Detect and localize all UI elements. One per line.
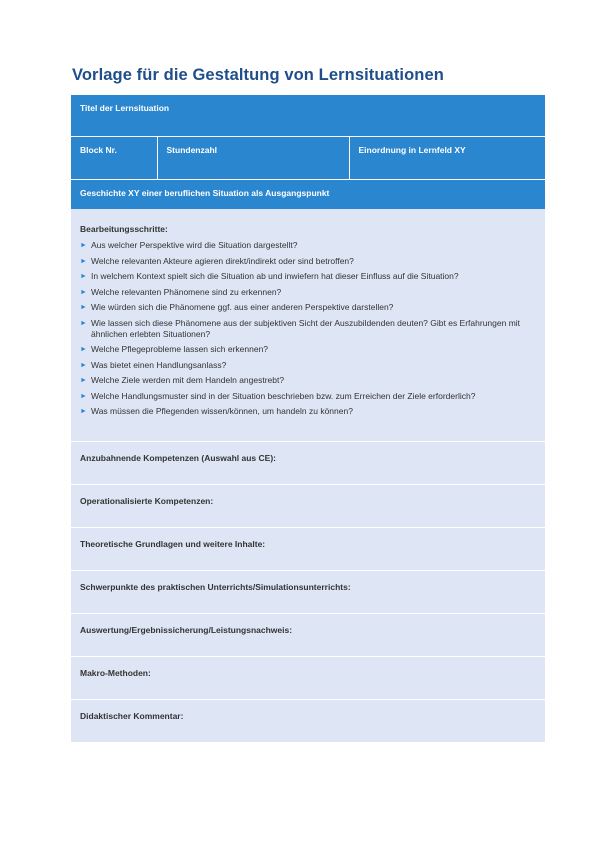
schwerpunkte-label: Schwerpunkte des praktischen Unterrichts/Simulationsunterrichts: xyxy=(80,582,351,592)
arrow-right-icon: ► xyxy=(80,361,87,369)
kompetenzen-label: Anzubahnende Kompetenzen (Auswahl aus CE): xyxy=(80,453,276,463)
makro-methoden-label: Makro-Methoden: xyxy=(80,668,151,678)
step-text: Wie lassen sich diese Phänomene aus der subjektiven Sicht der Auszubildenden deuten? Gibt es Erfahrungen mit ähnlichen erlebten Situationen? xyxy=(91,317,521,339)
geschichte-label: Geschichte XY einer beruflichen Situation als Ausgangspunkt xyxy=(80,188,330,198)
arrow-right-icon: ► xyxy=(80,273,87,280)
list-item xyxy=(80,344,533,355)
step-text: Welche relevanten Akteure agieren direkt/indirekt oder sind betroffen? xyxy=(91,255,354,266)
step-text: Aus welcher Perspektive wird die Situation dargestellt? xyxy=(91,240,298,250)
einordnung-cell[interactable] xyxy=(349,137,545,180)
arrow-right-icon: ► xyxy=(80,408,87,415)
block-label: Block Nr. xyxy=(80,145,117,155)
list-item xyxy=(80,406,533,417)
list-item xyxy=(80,360,533,371)
geschichte-cell[interactable] xyxy=(71,180,545,210)
theoretische-grundlagen-label: Theoretische Grundlagen und weitere Inhalte: xyxy=(80,539,266,549)
titel-label: Titel der Lernsituation xyxy=(80,103,170,113)
bearbeitungsschritte-list xyxy=(71,240,545,417)
list-item xyxy=(80,318,533,340)
step-text: Wie würden sich die Phänomene ggf. aus einer anderen Perspektive darstellen? xyxy=(91,302,394,312)
block-cell[interactable] xyxy=(71,137,157,180)
step-text: Welche Ziele werden mit dem Handeln angestrebt? xyxy=(91,375,285,385)
step-text: Was bietet einen Handlungsanlass? xyxy=(91,359,227,370)
step-text: In welchem Kontext spielt sich die Situation ab und inwiefern hat dieser Einfluss auf die Situation? xyxy=(91,271,459,281)
makro-methoden-cell[interactable] xyxy=(71,657,545,700)
arrow-right-icon: ► xyxy=(80,346,87,353)
operationalisierte-kompetenzen-cell[interactable] xyxy=(71,485,545,528)
arrow-right-icon: ► xyxy=(80,257,87,265)
theoretische-grundlagen-cell[interactable] xyxy=(71,528,545,571)
stunden-cell[interactable] xyxy=(157,137,349,180)
einordnung-label: Einordnung in Lernfeld XY xyxy=(358,145,466,155)
list-item xyxy=(80,271,533,282)
didaktischer-kommentar-cell[interactable] xyxy=(71,700,545,743)
step-text: Welche relevanten Phänomene sind zu erkennen? xyxy=(91,286,282,297)
stunden-label: Stundenzahl xyxy=(166,145,218,155)
step-text: Welche Handlungsmuster sind in der Situation beschrieben bzw. zum Erreichen der Ziele erforderlich? xyxy=(91,390,476,401)
page-title: Vorlage für die Gestaltung von Lernsituationen xyxy=(72,66,444,84)
list-item xyxy=(80,256,533,267)
arrow-right-icon: ► xyxy=(80,377,87,384)
list-item xyxy=(80,240,533,251)
list-item xyxy=(80,391,533,402)
kompetenzen-cell[interactable] xyxy=(71,442,545,485)
step-text: Welche Pflegeprobleme lassen sich erkennen? xyxy=(91,344,269,354)
bearbeitungsschritte-cell xyxy=(71,209,545,442)
list-item xyxy=(80,302,533,313)
arrow-right-icon: ► xyxy=(80,242,87,249)
list-item xyxy=(80,375,533,386)
arrow-right-icon: ► xyxy=(80,288,87,296)
schwerpunkte-cell[interactable] xyxy=(71,571,545,614)
titel-cell[interactable] xyxy=(71,95,545,137)
didaktischer-kommentar-label: Didaktischer Kommentar: xyxy=(80,711,184,721)
arrow-right-icon: ► xyxy=(80,319,87,327)
arrow-right-icon: ► xyxy=(80,392,87,400)
operationalisierte-kompetenzen-label: Operationalisierte Kompetenzen: xyxy=(80,496,214,506)
step-text: Was müssen die Pflegenden wissen/können, um handeln zu können? xyxy=(91,406,353,416)
auswertung-cell[interactable] xyxy=(71,614,545,657)
arrow-right-icon: ► xyxy=(80,304,87,311)
lernsituation-table xyxy=(71,95,545,742)
bearbeitungsschritte-heading: Bearbeitungsschritte: xyxy=(80,224,168,234)
auswertung-label: Auswertung/Ergebnissicherung/Leistungsnachweis: xyxy=(80,625,293,635)
list-item xyxy=(80,287,533,298)
